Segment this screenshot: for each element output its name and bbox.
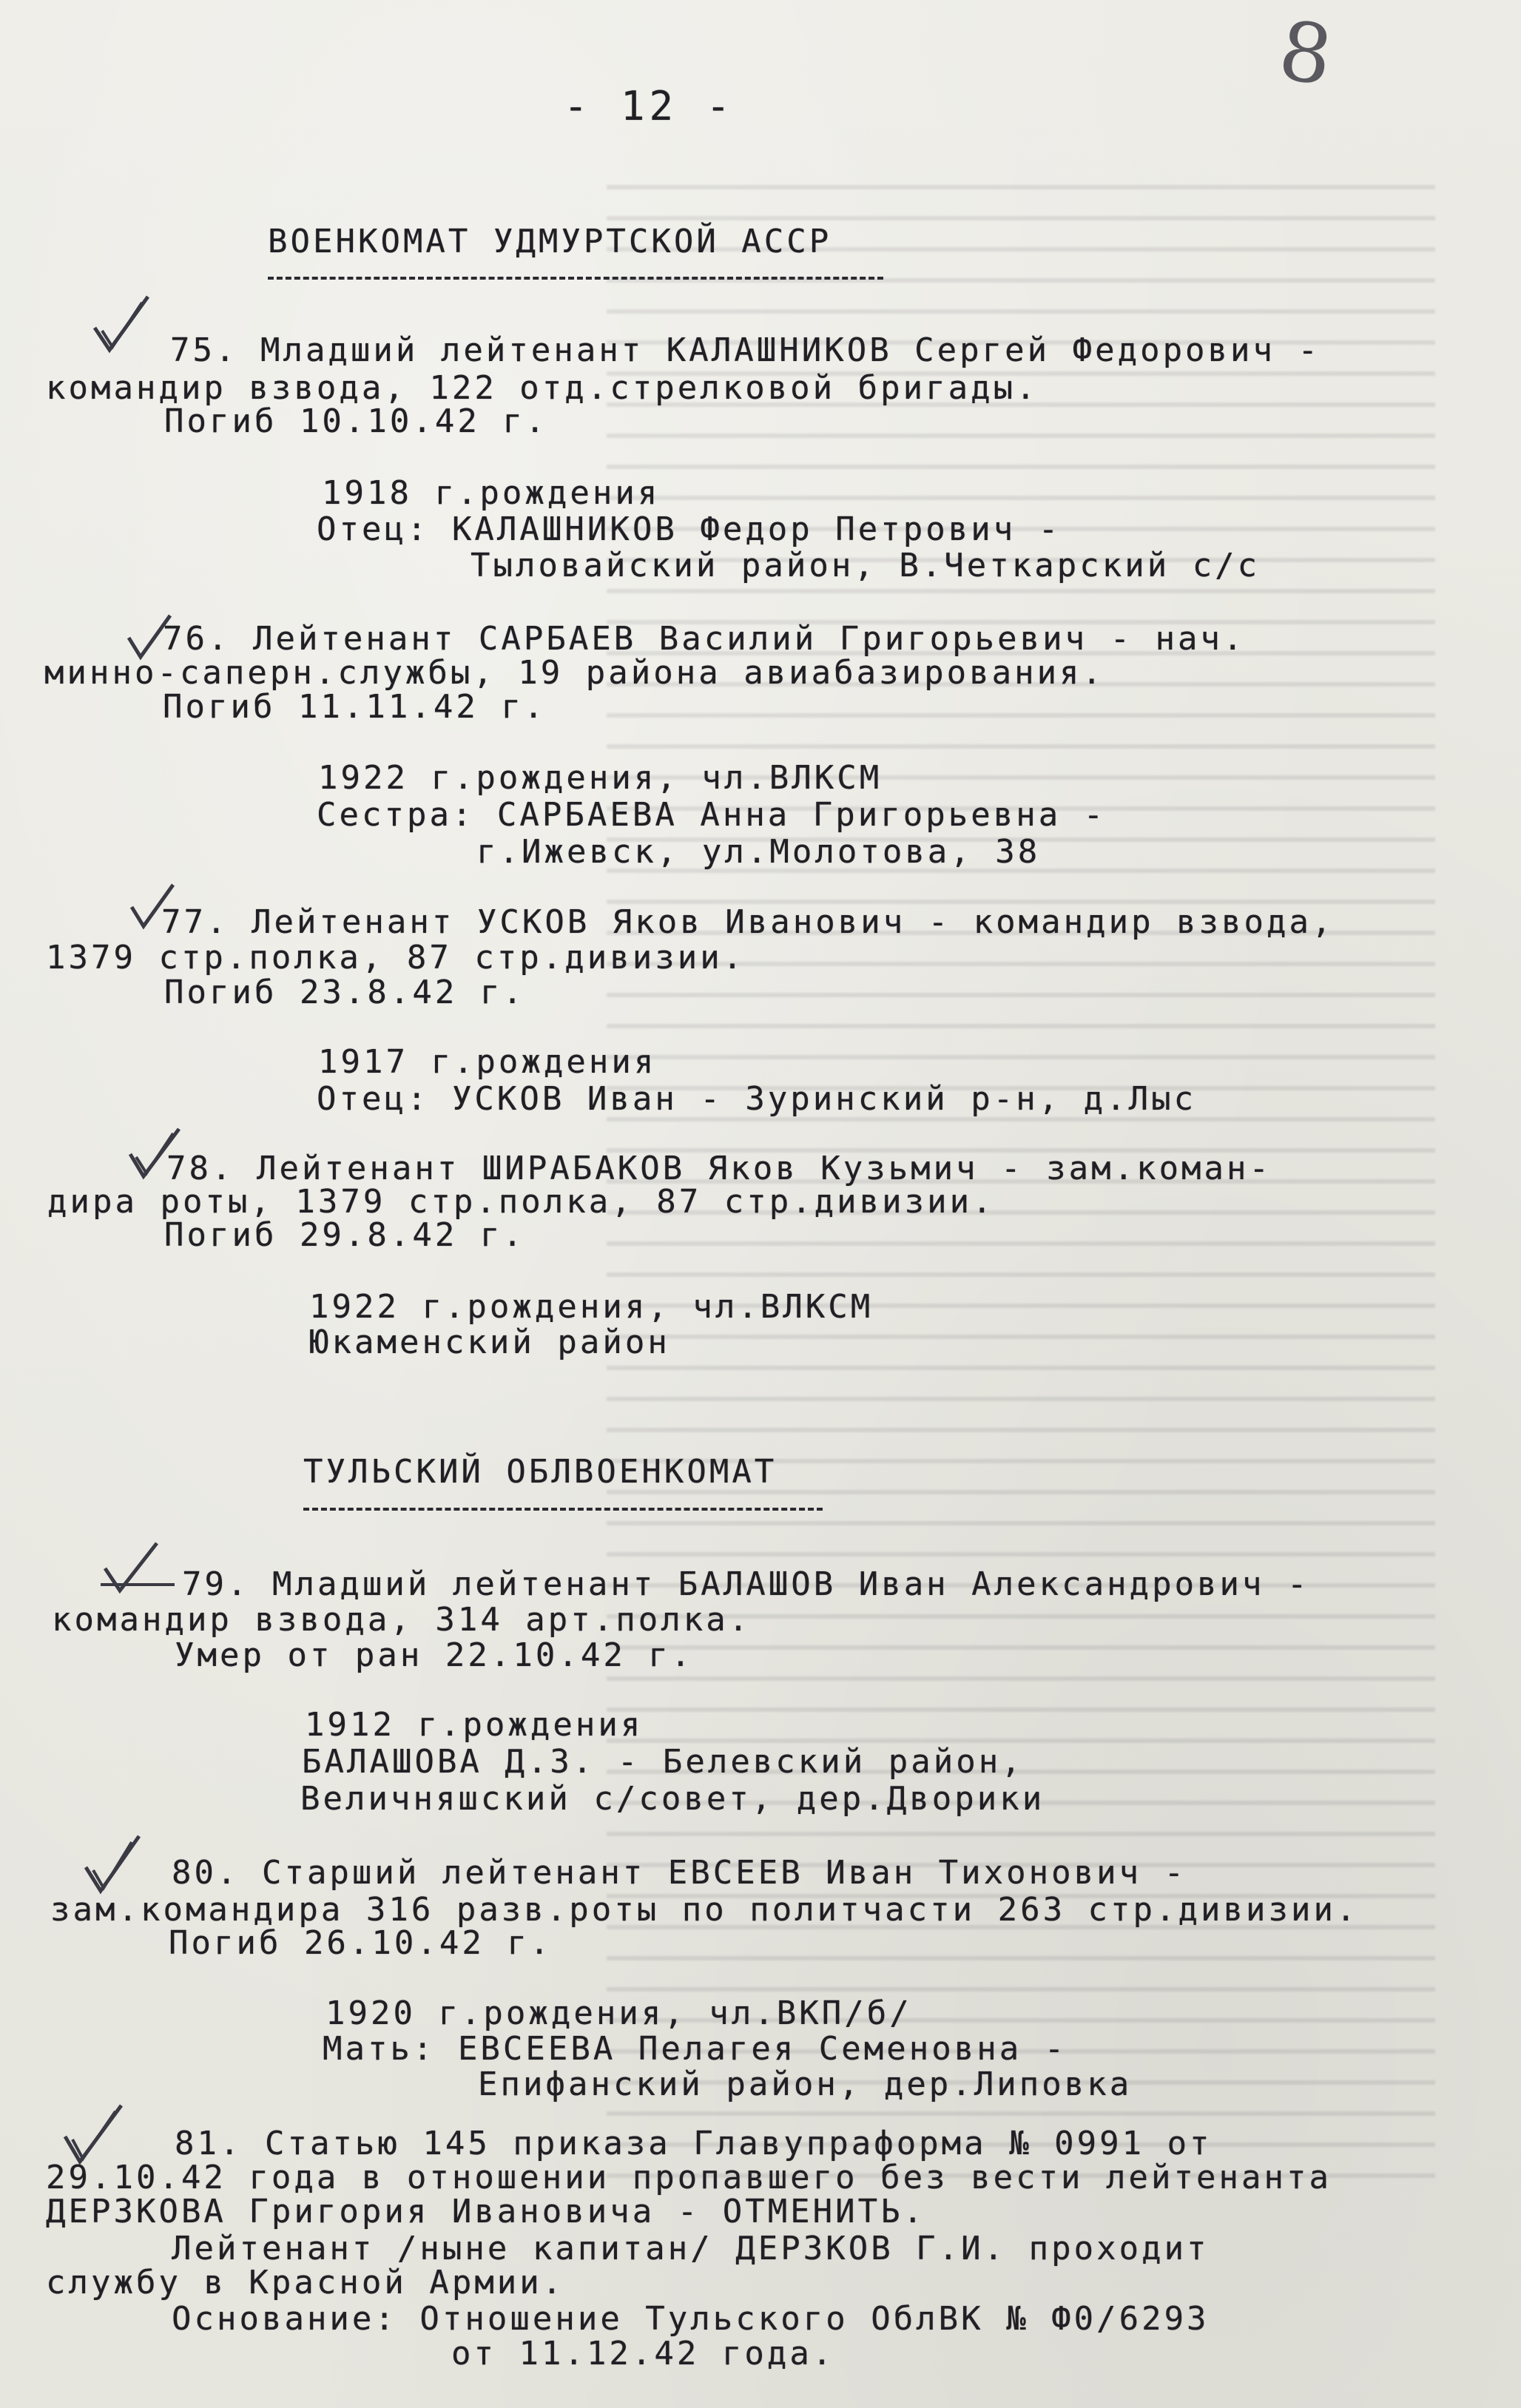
entry-79-detail-2: БАЛАШОВА Д.З. - Белевский район, [302,1743,1024,1781]
entry-80-line-1: 80. Старший лейтенант ЕВСЕЕВ Иван Тихонович - [172,1854,1187,1892]
entry-77-line-3: Погиб 23.8.42 г. [164,974,525,1011]
entry-79-detail-1: 1912 г.рождения [305,1706,644,1744]
entry-81-line-4: Лейтенант /ныне капитан/ ДЕРЗКОВ Г.И. проходит [172,2230,1210,2267]
entry-75-line-1: 75. Младший лейтенант КАЛАШНИКОВ Сергей Федорович - [170,331,1321,369]
entry-75-line-2: командир взвода, 122 отд.стрелковой бригады. [46,369,1039,407]
entry-78-detail-1: 1922 г.рождения, чл.ВЛКСМ [309,1288,874,1326]
handwritten-checkmark-icon [80,1832,146,1898]
entry-76-line-3: Погиб 11.11.42 г. [163,688,547,726]
entry-77-detail-2: Отец: УСКОВ Иван - Зуринский р-н, д.Лыс [317,1080,1197,1118]
entry-76-detail-2: Сестра: САРБАЕВА Анна Григорьевна - [317,796,1107,834]
handwritten-checkmark-icon [59,2101,133,2168]
entry-81-line-3: ДЕРЗКОВА Григория Ивановича - ОТМЕНИТЬ. [46,2193,926,2230]
entry-75-detail-1: 1918 г.рождения [322,474,661,512]
handwritten-checkmark-icon [89,292,155,359]
entry-81-line-5: службу в Красной Армии. [46,2264,565,2301]
entry-79-line-2: командир взвода, 314 арт.полка. [52,1601,752,1639]
entry-81-line-1: 81. Статью 145 приказа Главупраформа № 0991 от [175,2125,1213,2162]
section-title-tula: ТУЛЬСКИЙ ОБЛВОЕНКОМАТ [303,1453,778,1491]
entry-77-line-1: 77. Лейтенант УСКОВ Яков Иванович - командир взвода, [161,903,1335,941]
entry-76-line-2: минно-саперн.службы, 19 района авиабазирования. [44,654,1105,692]
section-title-udmurt: ВОЕНКОМАТ УДМУРТСКОЙ АССР [268,223,832,260]
entry-80-line-3: Погиб 26.10.42 г. [169,1924,553,1962]
entry-79-line-1: 79. Младший лейтенант БАЛАШОВ Иван Александрович - [182,1565,1310,1603]
entry-81-line-6: Основание: Отношение Тульского ОблВК № Ф0/6293 [172,2300,1210,2338]
entry-76-line-1: 76. Лейтенант САРБАЕВ Василий Григорьевич - нач. [163,620,1246,658]
entry-81-line-2: 29.10.42 года в отношении пропавшего без вести лейтенанта [46,2159,1332,2196]
entry-76-detail-1: 1922 г.рождения, чл.ВЛКСМ [318,759,883,797]
handwritten-folio-number: 8 [1273,2,1338,104]
entry-80-detail-3: Епифанский район, дер.Липовка [478,2065,1133,2103]
entry-81-line-7: от 11.12.42 года. [451,2335,835,2372]
title-underline [303,1508,823,1511]
entry-78-line-3: Погиб 29.8.42 г. [164,1216,525,1254]
entry-80-line-2: зам.командира 316 разв.роты по политчасти 263 стр.дивизии. [50,1891,1359,1929]
entry-75-detail-3: Тыловайский район, В.Четкарский с/с [471,547,1261,584]
handwritten-checkmark-icon [98,1539,179,1598]
entry-78-line-2: дира роты, 1379 стр.полка, 87 стр.дивизии. [47,1183,995,1221]
entry-79-line-3: Умер от ран 22.10.42 г. [175,1636,694,1674]
entry-80-detail-1: 1920 г.рождения, чл.ВКП/б/ [326,1994,912,2032]
entry-76-detail-3: г.Ижевск, ул.Молотова, 38 [476,833,1041,871]
entry-77-detail-1: 1917 г.рождения [318,1043,657,1081]
entry-79-detail-3: Величняшский с/совет, дер.Дворики [300,1780,1045,1818]
entry-80-detail-2: Мать: ЕВСЕЕВА Пелагея Семеновна - [323,2030,1068,2068]
entry-78-detail-2: Юкаменский район [309,1323,670,1361]
entry-78-line-1: 78. Лейтенант ШИРАБАКОВ Яков Кузьмич - зам.коман- [166,1150,1272,1187]
entry-75-line-3: Погиб 10.10.42 г. [164,402,548,440]
page-number: - 12 - [564,83,735,129]
title-underline [268,277,883,280]
entry-77-line-2: 1379 стр.полка, 87 стр.дивизии. [46,939,746,977]
entry-75-detail-2: Отец: КАЛАШНИКОВ Федор Петрович - [317,510,1062,548]
